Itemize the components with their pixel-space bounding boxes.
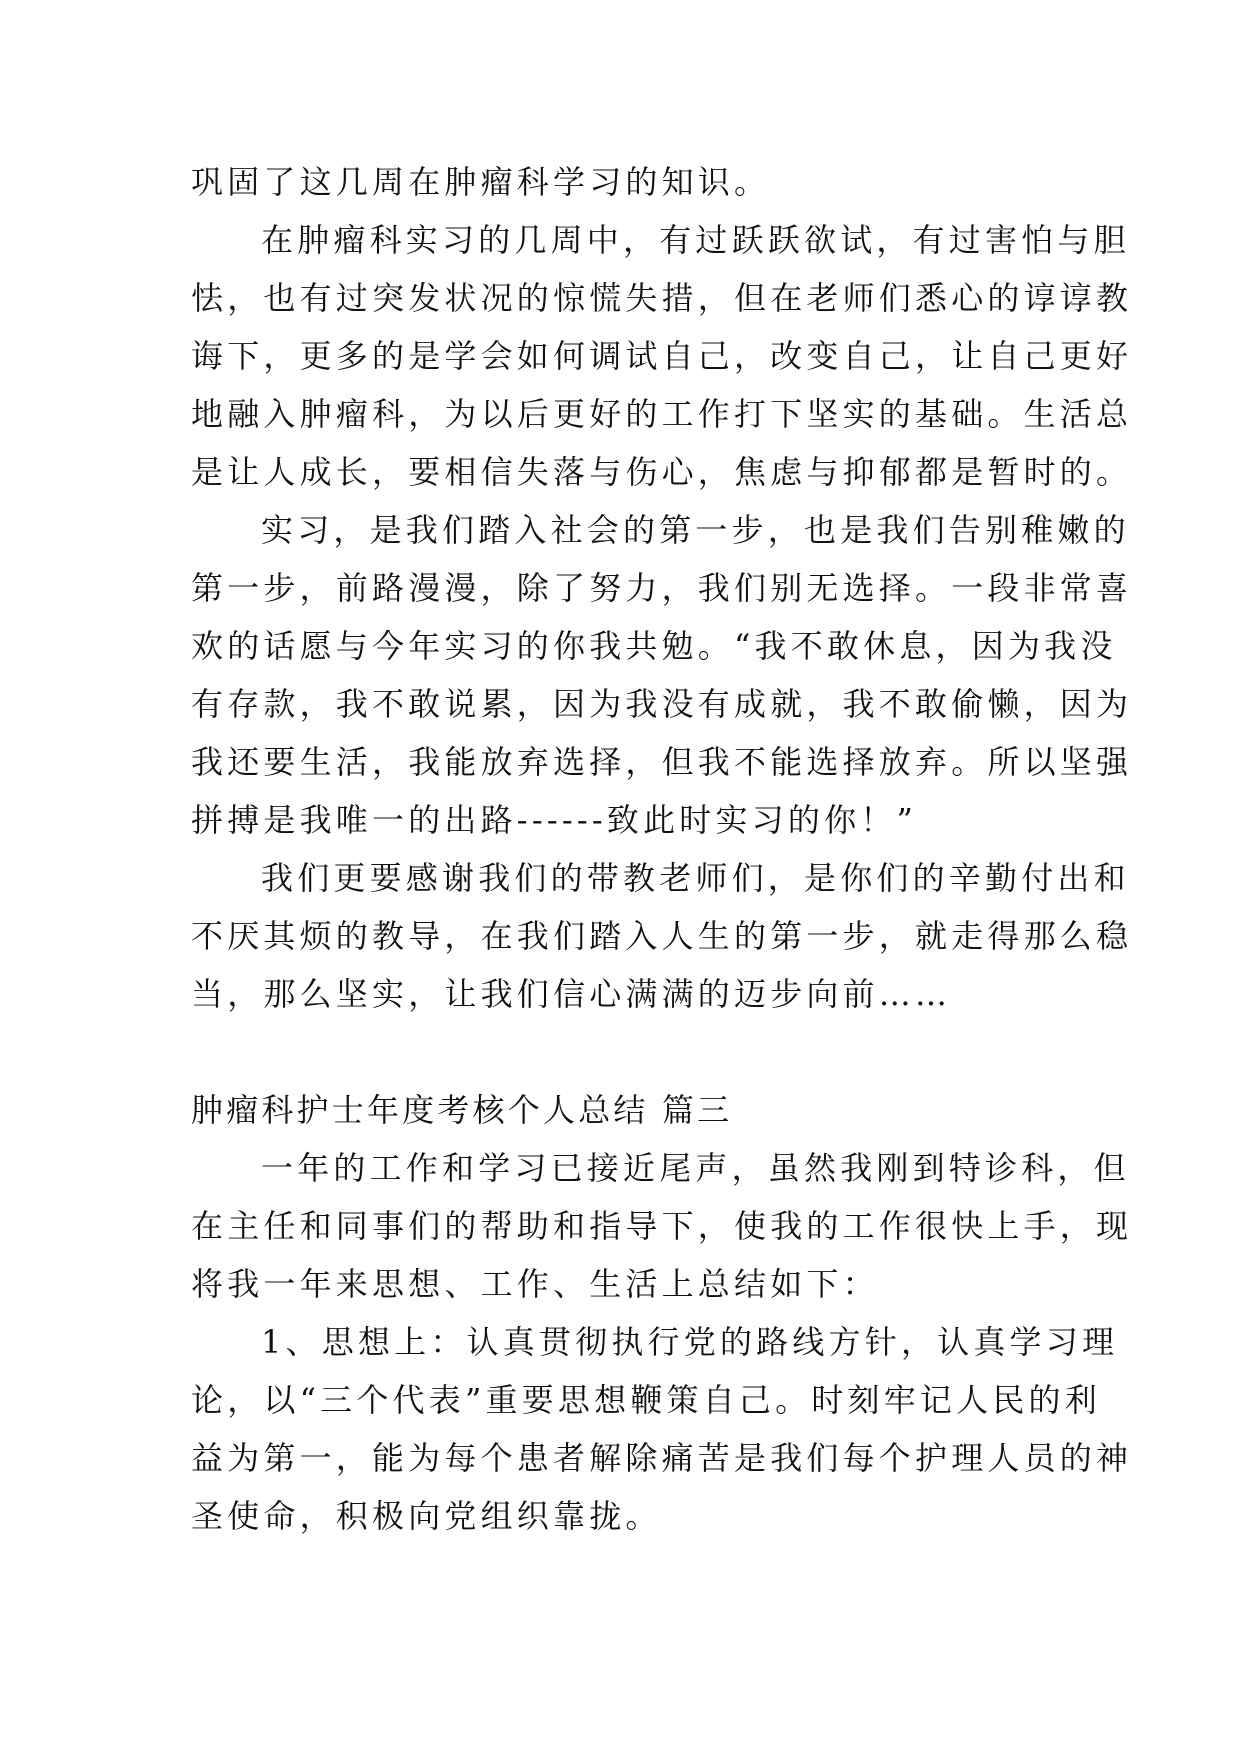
paragraph-start: 1、思想上：认真贯彻执行党的路线方针，认真学习理 [261,1323,1119,1361]
text-line: 巩固了这几周在肿瘤科学习的知识。 [191,163,771,201]
text-line: 当，那么坚实，让我们信心满满的迈步向前…… [191,975,952,1013]
text-line: 是让人成长，要相信失落与伤心，焦虑与抑郁都是暂时的。 [191,453,1133,491]
section-heading: 肿瘤科护士年度考核个人总结 篇三 [191,1091,733,1129]
paragraph-start: 我们更要感谢我们的带教老师们，是你们的辛勤付出和 [261,859,1130,897]
text-line: 有存款，我不敢说累，因为我没有成就，我不敢偷懒，因为 [191,685,1133,723]
text-line: 第一步，前路漫漫，除了努力，我们别无选择。一段非常喜 [191,569,1133,607]
text-line: 拼搏是我唯一的出路------致此时实习的你！” [191,801,918,839]
text-line: 在主任和同事们的帮助和指导下，使我的工作很快上手，现 [191,1207,1133,1245]
text-line: 论，以“三个代表”重要思想鞭策自己。时刻牢记人民的利 [191,1381,1101,1419]
paragraph-start: 一年的工作和学习已接近尾声，虽然我刚到特诊科，但 [261,1149,1130,1187]
text-line: 圣使命，积极向党组织靠拢。 [191,1497,662,1535]
paragraph-start: 在肿瘤科实习的几周中，有过跃跃欲试，有过害怕与胆 [261,221,1130,259]
text-line: 益为第一，能为每个患者解除痛苦是我们每个护理人员的神 [191,1439,1133,1477]
paragraph-start: 实习，是我们踏入社会的第一步，也是我们告别稚嫩的 [261,511,1130,549]
text-line: 诲下，更多的是学会如何调试自己，改变自己，让自己更好 [191,337,1133,375]
text-line: 欢的话愿与今年实习的你我共勉。“我不敢休息，因为我没 [191,627,1117,665]
blank-line [191,1023,1049,1081]
text-line: 怯，也有过突发状况的惊慌失措，但在老师们悉心的谆谆教 [191,279,1133,317]
text-line: 不厌其烦的教导，在我们踏入人生的第一步，就走得那么稳 [191,917,1133,955]
text-line: 将我一年来思想、工作、生活上总结如下： [191,1265,879,1303]
text-line: 我还要生活，我能放弃选择，但我不能选择放弃。所以坚强 [191,743,1133,781]
document-body [191,153,1133,1545]
text-line: 地融入肿瘤科，为以后更好的工作打下坚实的基础。生活总 [191,395,1133,433]
